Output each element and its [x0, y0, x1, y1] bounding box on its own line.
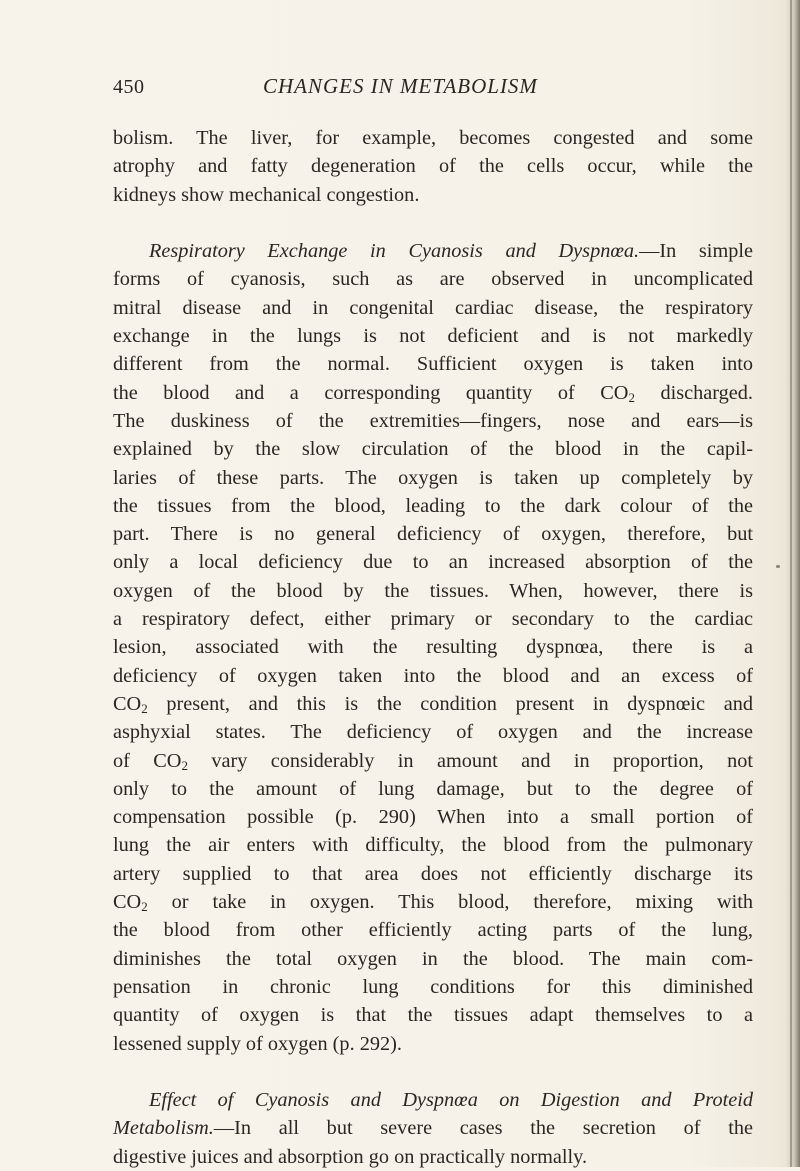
text-fragment: of: [113, 749, 154, 772]
paragraph-effect-on-digestion: [113, 1086, 753, 1171]
page-edge-line: [790, 0, 792, 1167]
text-line: [113, 690, 753, 718]
text-line: oxygen of the blood by the tissues. When, however, there is: [113, 579, 753, 602]
paragraph-respiratory-exchange: [113, 237, 753, 1058]
text-line: kidneys show mechanical congestion.: [113, 183, 420, 206]
text-line: different from the normal. Sufficient oxygen is taken into: [113, 353, 753, 376]
text-line: atrophy and fatty degeneration of the cells occur, while the: [113, 155, 753, 178]
text-line: mitral disease and in congenital cardiac disease, the respiratory: [113, 296, 753, 319]
margin-mark: [776, 565, 780, 568]
text-line: laries of these parts. The oxygen is taken up completely by: [113, 466, 753, 489]
text-line: exchange in the lungs is not deficient and is not markedly: [113, 325, 753, 348]
page-edge-shadow: [786, 0, 800, 1167]
section-heading: Metabolism.: [113, 1117, 214, 1140]
text-line: lesion, associated with the resulting dyspnœa, there is a: [113, 636, 753, 659]
paragraph-gap: [113, 1058, 753, 1086]
text-line: the blood from other efficiently acting parts of the lung,: [113, 919, 753, 942]
text-line: lung the air enters with difficulty, the blood from the pulmonary: [113, 834, 753, 857]
co2-formula: $CO_2$: [113, 891, 148, 915]
co2-formula: $CO_2$: [113, 692, 148, 716]
text-fragment: —In all but severe cases the secretion of the: [213, 1117, 753, 1140]
text-line: the tissues from the blood, leading to the dark colour of the: [113, 494, 753, 517]
text-line: lessened supply of oxygen (p. 292).: [113, 1032, 402, 1055]
section-heading: Respiratory Exchange in Cyanosis and Dyspnœa.: [149, 240, 640, 263]
text-line: [113, 379, 753, 407]
text-line: digestive juices and absorption go on practically normally.: [113, 1145, 588, 1168]
text-fragment: —In simple: [639, 240, 753, 263]
text-line: [113, 237, 753, 265]
text-line: forms of cyanosis, such as are observed in uncomplicated: [113, 268, 753, 291]
text-line: The duskiness of the extremities—fingers, nose and ears—is: [113, 409, 753, 432]
text-line: [113, 1114, 753, 1142]
section-heading: Effect of Cyanosis and Dyspnœa on Digestion and Proteid: [149, 1089, 753, 1112]
page-number: 450: [113, 76, 145, 98]
text-fragment: or take in oxygen. This blood, therefore, mixing with: [147, 891, 753, 914]
text-line: [113, 747, 753, 775]
co2-formula: $CO_2$: [600, 381, 635, 405]
text-line: only to the amount of lung damage, but to the degree of: [113, 777, 753, 800]
text-line: deficiency of oxygen taken into the blood and an excess of: [113, 664, 753, 687]
running-head: [113, 76, 753, 106]
text-fragment: vary considerably in amount and in proportion, not: [187, 749, 753, 772]
text-line: asphyxial states. The deficiency of oxygen and the increase: [113, 721, 753, 744]
text-line: only a local deficiency due to an increased absorption of the: [113, 551, 753, 574]
body-text: [113, 124, 753, 1171]
text-line: bolism. The liver, for example, becomes congested and some: [113, 127, 753, 149]
paragraph-continued: [113, 124, 753, 209]
text-fragment: present, and this is the condition present in dyspnœic and: [147, 692, 753, 715]
co2-formula: $CO_2$: [153, 749, 188, 773]
text-line: [113, 1086, 753, 1114]
running-title: CHANGES IN METABOLISM: [263, 74, 538, 98]
text-line: artery supplied to that area does not efficiently discharge its: [113, 862, 753, 885]
text-line: a respiratory defect, either primary or secondary to the cardiac: [113, 608, 753, 631]
text-line: pensation in chronic lung conditions for this diminished: [113, 975, 753, 998]
text-line: quantity of oxygen is that the tissues adapt themselves to a: [113, 1004, 753, 1027]
paragraph-gap: [113, 209, 753, 237]
text-fragment: discharged.: [634, 381, 754, 404]
text-line: compensation possible (p. 290) When into a small portion of: [113, 806, 753, 829]
text-line: [113, 888, 753, 916]
text-line: explained by the slow circulation of the blood in the capil-: [113, 438, 753, 461]
text-line: part. There is no general deficiency of oxygen, therefore, but: [113, 523, 753, 546]
text-fragment: the blood and a corresponding quantity of: [113, 381, 601, 404]
text-line: diminishes the total oxygen in the blood. The main com-: [113, 947, 753, 970]
